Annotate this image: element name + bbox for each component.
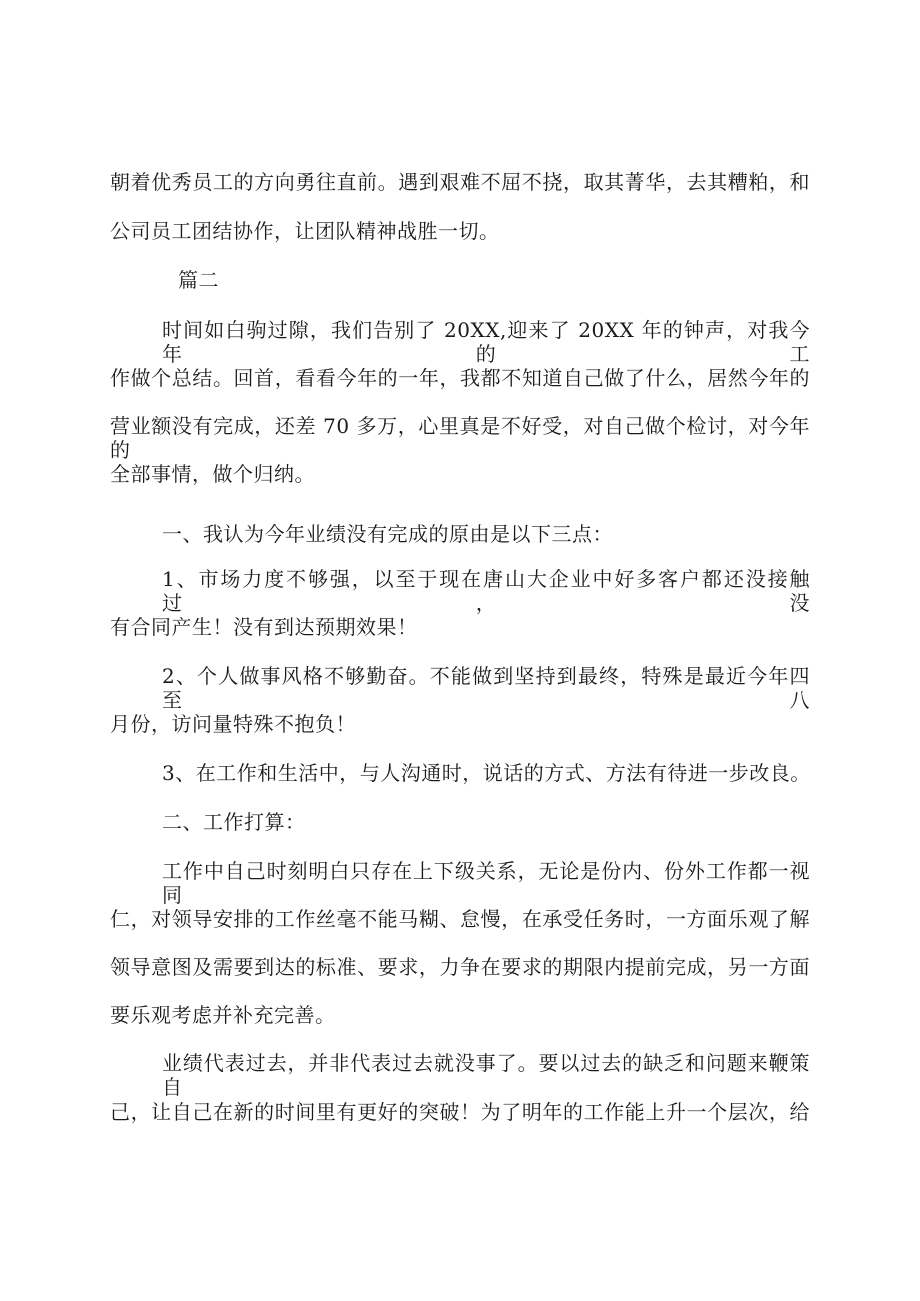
list-item-line: 有合同产生！没有到达预期效果！ bbox=[110, 615, 418, 639]
paragraph-line: 营业额没有完成，还差 70 多万，心里真是不好受，对自己做个检讨，对今年的 bbox=[110, 414, 810, 462]
section-heading: 一、我认为今年业绩没有完成的原由是以下三点： bbox=[162, 522, 613, 546]
paragraph-line: 工作中自己时刻明白只存在上下级关系，无论是份内、份外工作都一视同 bbox=[162, 859, 810, 907]
list-item-line: 3、在工作和生活中，与人沟通时，说话的方式、方法有待进一步改良。 bbox=[162, 761, 811, 785]
paragraph-line: 作做个总结。回首，看看今年的一年，我都不知道自己做了什么，居然今年的 bbox=[110, 366, 810, 390]
paragraph-line: 要乐观考虑并补充完善。 bbox=[110, 1003, 336, 1027]
section-heading: 篇二 bbox=[178, 268, 219, 292]
paragraph-line: 仁，对领导安排的工作丝毫不能马糊、怠慢，在承受任务时，一方面乐观了解 bbox=[110, 907, 810, 931]
paragraph-line: 业绩代表过去，并非代表过去就没事了。要以过去的缺乏和问题来鞭策自 bbox=[162, 1051, 810, 1099]
paragraph-line: 领导意图及需要到达的标准、要求，力争在要求的期限内提前完成，另一方面 bbox=[110, 955, 810, 979]
list-item-line: 2、个人做事风格不够勤奋。不能做到坚持到最终，特殊是最近今年四至八 bbox=[162, 664, 810, 712]
paragraph-line: 全部事情，做个归纳。 bbox=[110, 462, 315, 486]
paragraph-line: 时间如白驹过隙，我们告别了 20XX,迎来了 20XX 年的钟声，对我今年的工 bbox=[162, 318, 810, 366]
paragraph-line: 己，让自己在新的时间里有更好的突破！为了明年的工作能上升一个层次，给 bbox=[110, 1100, 810, 1124]
paragraph-line: 公司员工团结协作，让团队精神战胜一切。 bbox=[110, 219, 500, 243]
paragraph-line: 朝着优秀员工的方向勇往直前。遇到艰难不屈不挠，取其菁华，去其糟粕，和 bbox=[110, 170, 810, 194]
section-heading: 二、工作打算： bbox=[162, 810, 306, 834]
list-item-line: 1、市场力度不够强，以至于现在唐山大企业中好多客户都还没接触过，没 bbox=[162, 567, 810, 615]
list-item-line: 月份，访问量特殊不抱负！ bbox=[110, 712, 356, 736]
